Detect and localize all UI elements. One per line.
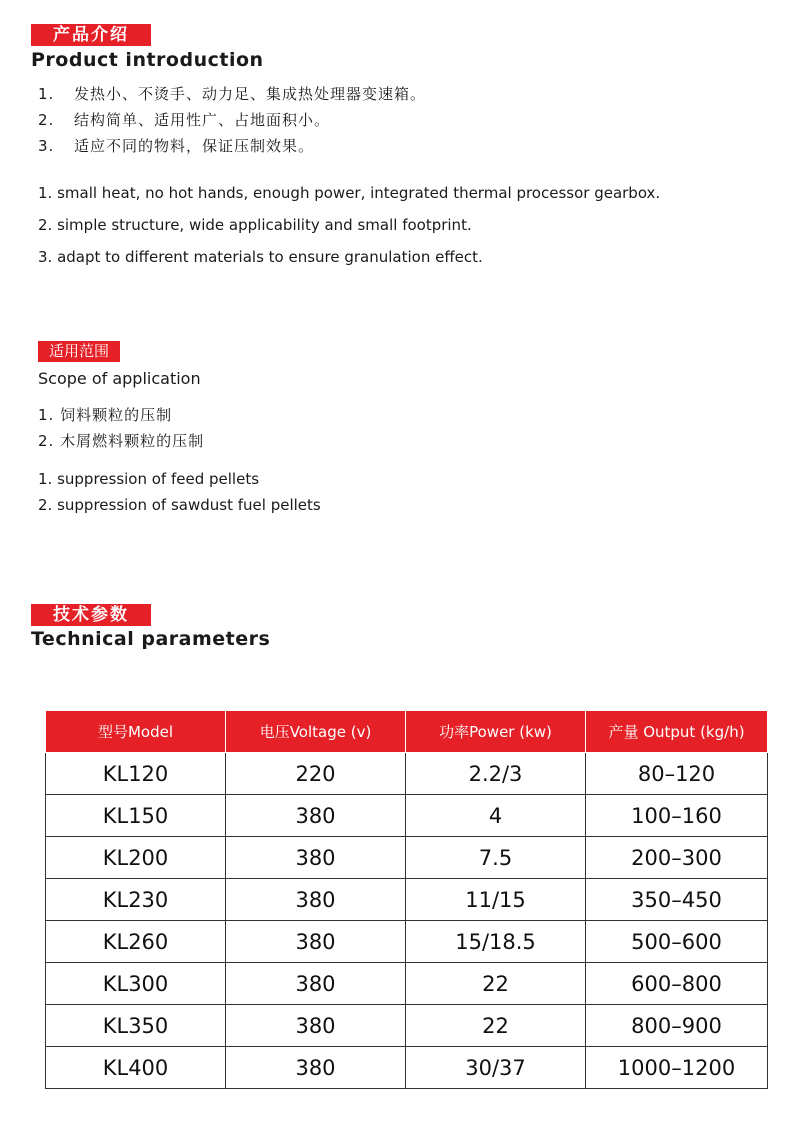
cell-model: KL400 [46,1047,226,1089]
cell-output: 600–800 [586,963,768,1005]
cell-power: 11/15 [406,879,586,921]
scope-en-item: 2. suppression of sawdust fuel pellets [38,496,321,514]
technical-tag: 技术参数 [31,604,151,626]
cell-power: 30/37 [406,1047,586,1089]
scope-cn-item: 1. 饲料颗粒的压制 [38,406,173,424]
technical-heading: Technical parameters [31,628,271,650]
column-header-voltage: 电压Voltage (v) [226,711,406,753]
cell-power: 22 [406,963,586,1005]
product-en-item: 3. adapt to different materials to ensure granulation effect. [38,248,483,266]
table-row [46,963,768,1005]
table-row [46,837,768,879]
cell-output: 1000–1200 [586,1047,768,1089]
scope-heading: Scope of application [38,369,201,388]
cell-voltage: 380 [226,1005,406,1047]
cell-power: 22 [406,1005,586,1047]
product-cn-item: 1. 发热小、不烫手、动力足、集成热处理器变速箱。 [38,85,427,103]
table-row [46,753,768,795]
table-row [46,921,768,963]
cell-power: 7.5 [406,837,586,879]
product-intro-tag: 产品介绍 [31,24,151,46]
table-row [46,795,768,837]
cell-voltage: 380 [226,921,406,963]
product-intro-heading: Product introduction [31,49,264,71]
cell-model: KL350 [46,1005,226,1047]
cell-voltage: 380 [226,879,406,921]
scope-en-item: 1. suppression of feed pellets [38,470,260,488]
product-cn-item: 3. 适应不同的物料，保证压制效果。 [38,137,315,155]
cell-power: 2.2/3 [406,753,586,795]
cell-output: 200–300 [586,837,768,879]
cell-output: 100–160 [586,795,768,837]
cell-model: KL230 [46,879,226,921]
cell-voltage: 380 [226,795,406,837]
product-en-item: 2. simple structure, wide applicability and small footprint. [38,216,472,234]
table-row [46,1047,768,1089]
cell-voltage: 380 [226,837,406,879]
cell-output: 80–120 [586,753,768,795]
technical-parameters-table [45,710,768,1089]
table-row [46,1005,768,1047]
product-cn-item: 2. 结构简单、适用性广、占地面积小。 [38,111,331,129]
cell-power: 4 [406,795,586,837]
cell-model: KL120 [46,753,226,795]
column-header-power: 功率Power (kw) [406,711,586,753]
table-header-row [46,711,768,753]
cell-voltage: 380 [226,1047,406,1089]
cell-model: KL300 [46,963,226,1005]
cell-power: 15/18.5 [406,921,586,963]
column-header-model: 型号Model [46,711,226,753]
column-header-output: 产量 Output (kg/h) [586,711,768,753]
cell-output: 800–900 [586,1005,768,1047]
cell-output: 350–450 [586,879,768,921]
scope-tag: 适用范围 [38,341,120,362]
cell-voltage: 380 [226,963,406,1005]
cell-model: KL150 [46,795,226,837]
cell-voltage: 220 [226,753,406,795]
cell-output: 500–600 [586,921,768,963]
scope-cn-item: 2. 木屑燃料颗粒的压制 [38,432,205,450]
product-en-item: 1. small heat, no hot hands, enough power, integrated thermal processor gearbox. [38,184,661,202]
cell-model: KL260 [46,921,226,963]
table-row [46,879,768,921]
cell-model: KL200 [46,837,226,879]
